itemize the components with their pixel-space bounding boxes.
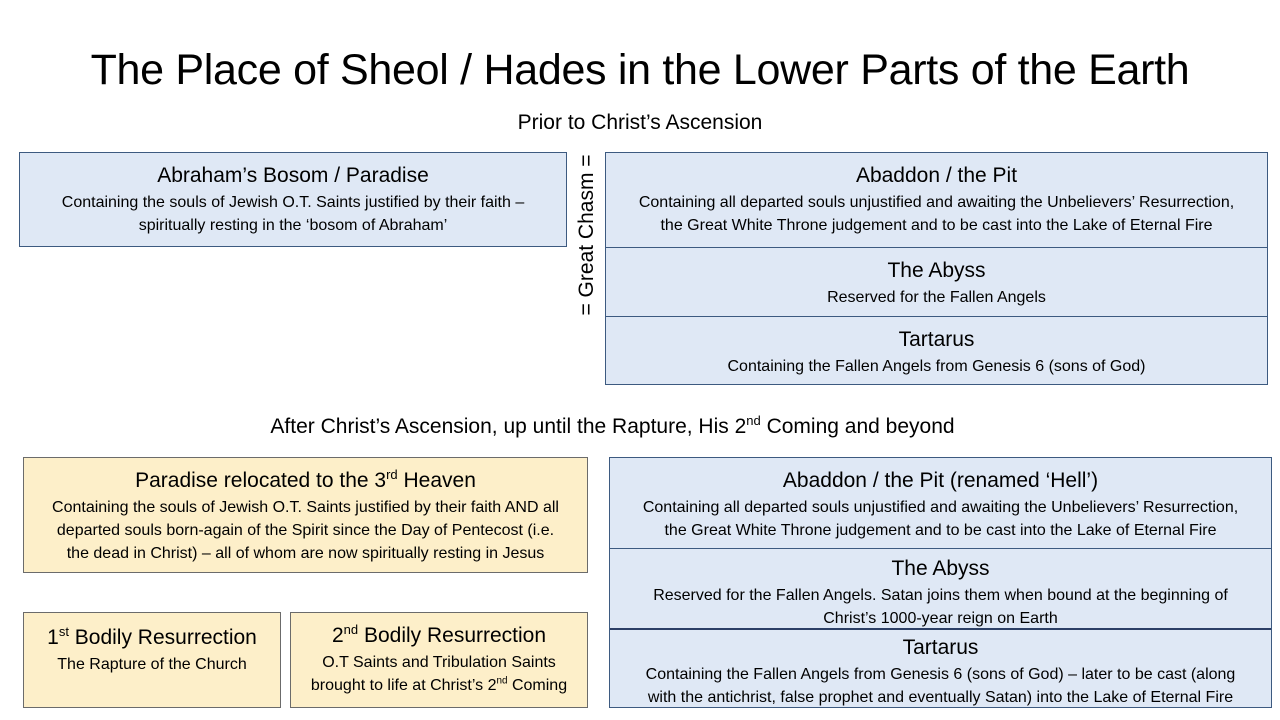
great-chasm-label <box>574 152 600 318</box>
section-heading-after <box>0 414 1225 440</box>
tartarus-line-1-after: Containing the Fallen Angels from Genesis 6 (sons of God) – later to be cast (along <box>645 666 1236 683</box>
abaddon-box-before <box>606 153 1267 247</box>
great-chasm-text: = Great Chasm = <box>575 154 598 316</box>
paradise-relocated-title <box>24 468 587 494</box>
second-resurrection-title-sup: nd <box>343 622 359 637</box>
abyss-line-1-after: Reserved for the Fallen Angels. Satan joins them when bound at the beginning of <box>653 587 1228 604</box>
first-resurrection-line-1: The Rapture of the Church <box>57 656 247 673</box>
abyss-box-before <box>606 247 1267 316</box>
abyss-line-2-after: Christ’s 1000-year reign on Earth <box>823 610 1058 627</box>
abaddon-title-after: Abaddon / the Pit (renamed ‘Hell’) <box>782 469 1099 492</box>
first-resurrection-title-end: Bodily Resurrection <box>68 626 257 649</box>
abrahams-bosom-line-1: Containing the souls of Jewish O.T. Saints justified by their faith – <box>61 194 525 211</box>
section-heading-after-sup: nd <box>746 413 761 428</box>
abyss-box-after <box>610 548 1271 628</box>
abaddon-line-1-before: Containing all departed souls unjustified and awaiting the Unbelievers’ Resurrection, <box>638 194 1235 211</box>
first-resurrection-box <box>23 612 281 708</box>
section-heading-after-text: After Christ’s Ascension, up until the Rapture, His 2 <box>270 415 747 438</box>
abrahams-bosom-line-2: spiritually resting in the ‘bosom of Abraham’ <box>138 217 448 234</box>
sheol-stack-after <box>609 457 1272 708</box>
second-resurrection-line-2-text: brought to life at Christ’s 2 <box>310 677 497 694</box>
abrahams-bosom-title: Abraham’s Bosom / Paradise <box>157 164 429 187</box>
paradise-relocated-title-sup: rd <box>386 467 398 482</box>
second-resurrection-line-2-end: Coming <box>507 677 568 694</box>
paradise-relocated-box <box>23 457 588 573</box>
second-resurrection-title <box>291 623 587 649</box>
abaddon-box-after <box>610 458 1271 548</box>
first-resurrection-title-text: 1 <box>47 626 59 649</box>
first-resurrection-title-sup: st <box>58 624 69 639</box>
tartarus-box-before <box>606 316 1267 385</box>
paradise-relocated-title-text: Paradise relocated to the 3 <box>135 469 387 492</box>
paradise-relocated-line-1: Containing the souls of Jewish O.T. Saints justified by their faith AND all <box>52 499 559 516</box>
tartarus-line-1-before: Containing the Fallen Angels from Genesis 6 (sons of God) <box>727 358 1146 375</box>
second-resurrection-box <box>290 612 588 708</box>
abyss-line-1-before: Reserved for the Fallen Angels <box>827 289 1046 306</box>
paradise-relocated-line-2: departed souls born-again of the Spirit since the Day of Pentecost (i.e. <box>56 522 555 539</box>
tartarus-line-2-after: with the antichrist, false prophet and eventually Satan) into the Lake of Eternal Fire <box>647 689 1234 706</box>
page-title: The Place of Sheol / Hades in the Lower Parts of the Earth <box>90 46 1190 94</box>
first-resurrection-title <box>24 625 280 651</box>
section-heading-after-text-end: Coming and beyond <box>760 415 955 438</box>
second-resurrection-line-2 <box>291 674 587 697</box>
tartarus-box-after <box>610 628 1271 708</box>
abrahams-bosom-box <box>19 152 567 247</box>
paradise-relocated-line-3: the dead in Christ) – all of whom are now spiritually resting in Jesus <box>66 545 545 562</box>
tartarus-title-after: Tartarus <box>902 636 979 659</box>
second-resurrection-title-end: Bodily Resurrection <box>358 624 547 647</box>
abaddon-line-2-before: the Great White Throne judgement and to be cast into the Lake of Eternal Fire <box>660 217 1213 234</box>
tartarus-title-before: Tartarus <box>898 328 975 351</box>
second-resurrection-title-text: 2 <box>331 624 344 647</box>
section-heading-before: Prior to Christ’s Ascension <box>517 111 763 134</box>
abyss-title-before: The Abyss <box>887 259 986 282</box>
abaddon-line-1-after: Containing all departed souls unjustified and awaiting the Unbelievers’ Resurrection, <box>642 499 1239 516</box>
paradise-relocated-title-end: Heaven <box>397 469 476 492</box>
second-resurrection-line-2-sup: nd <box>496 675 508 687</box>
second-resurrection-line-1: O.T Saints and Tribulation Saints <box>322 654 556 671</box>
abyss-title-after: The Abyss <box>891 557 990 580</box>
sheol-stack-before <box>605 152 1268 385</box>
abaddon-line-2-after: the Great White Throne judgement and to be cast into the Lake of Eternal Fire <box>664 522 1217 539</box>
abaddon-title-before: Abaddon / the Pit <box>855 164 1018 187</box>
